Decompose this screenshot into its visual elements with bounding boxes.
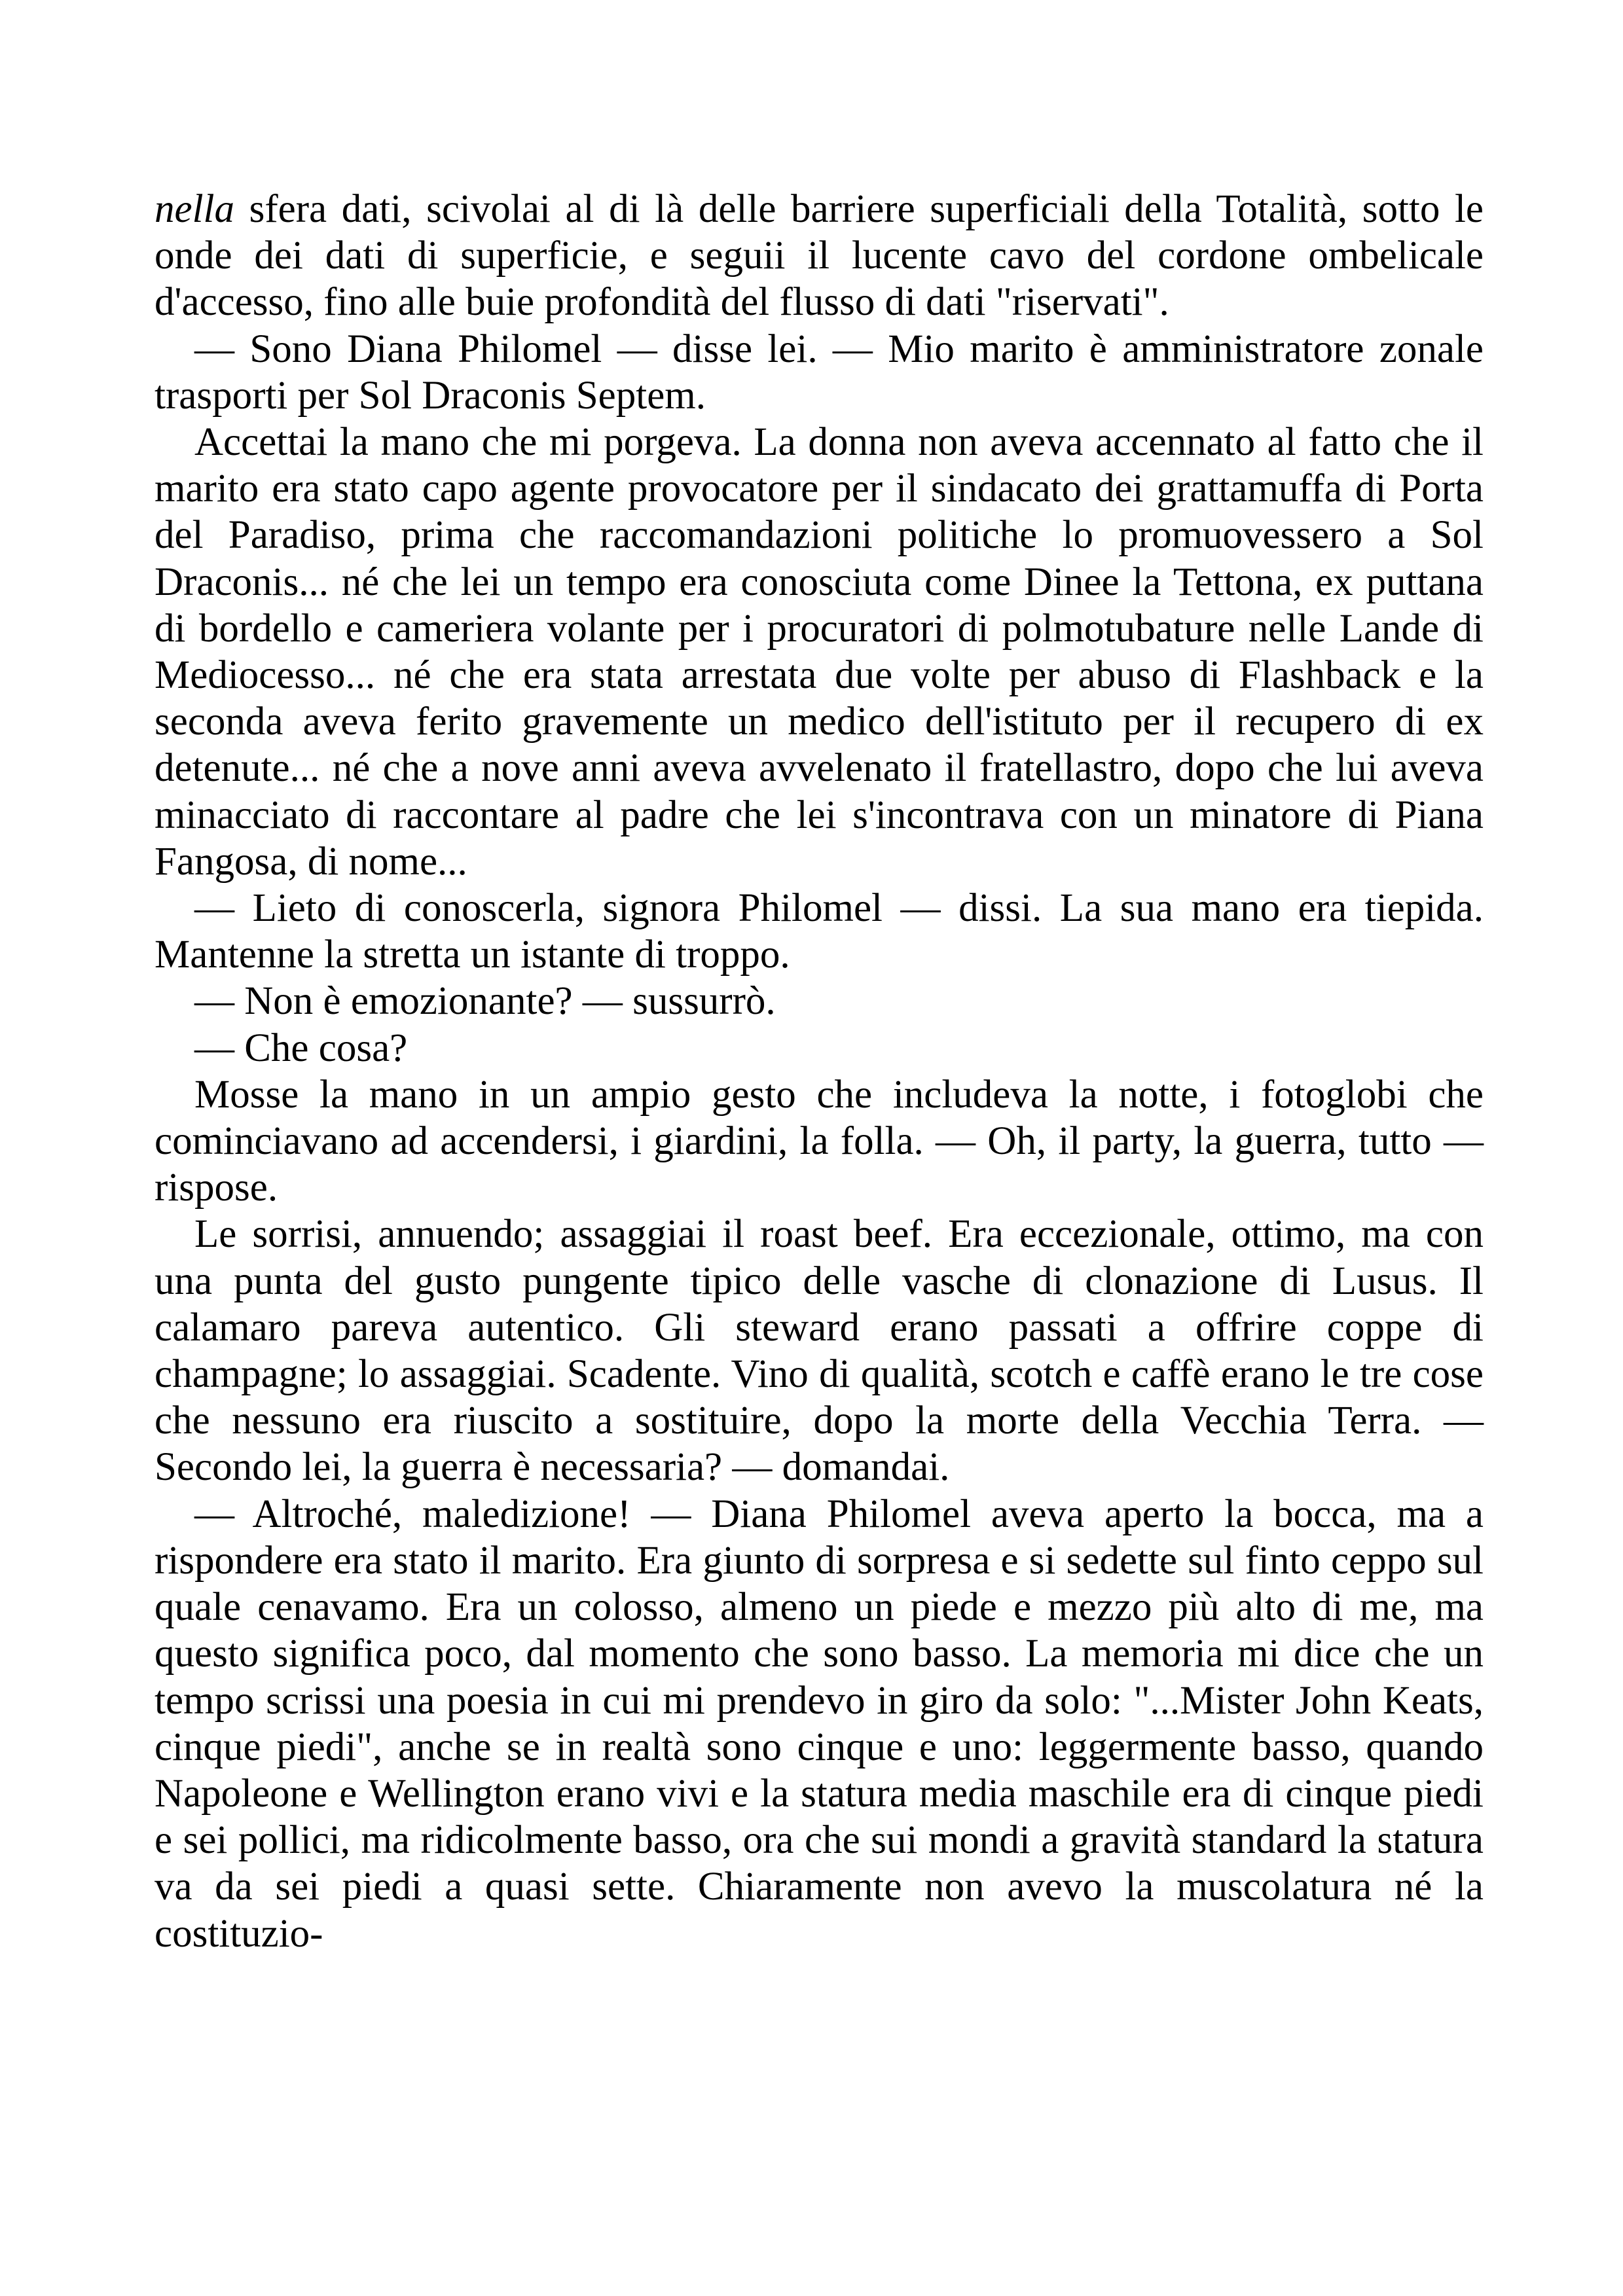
paragraph-text: Mosse la mano in un ampio gesto che includeva la notte, i fotoglobi che cominciavano ad accendersi, i giardini, la folla. — Oh, il party, la guerra, tutto — rispose. <box>155 1072 1484 1210</box>
italic-word: nella <box>155 187 234 231</box>
paragraph-1 <box>155 186 1484 326</box>
paragraph-8 <box>155 1211 1484 1490</box>
paragraph-3 <box>155 419 1484 885</box>
paragraph-4 <box>155 885 1484 978</box>
paragraph-text: — Non è emozionante? — sussurrò. <box>194 979 776 1024</box>
paragraph-2 <box>155 326 1484 419</box>
paragraph-text: — Che cosa? <box>194 1026 408 1070</box>
paragraph-text: Le sorrisi, annuendo; assaggiai il roast beef. Era eccezionale, ottimo, ma con una punta del gusto pungente tipico delle vasche di clonazione di Lusus. Il calamaro pareva autentico. Gli steward erano passati a offrire coppe di champagne; lo assaggiai. Scadente. Vino di qualità, scotch e caffè erano le tre cose che nessuno era riuscito a sostituire, dopo la morte della Vecchia Terra. — Secondo lei, la guerra è necessaria? — domandai. <box>155 1212 1484 1490</box>
paragraph-9 <box>155 1491 1484 1957</box>
book-page <box>155 186 1484 1957</box>
paragraph-5 <box>155 978 1484 1024</box>
paragraph-text: — Altroché, maledizione! — Diana Philomel aveva aperto la bocca, ma a rispondere era stato il marito. Era giunto di sorpresa e si sedette sul finto ceppo sul quale cenavamo. Era un colosso, almeno un piede e mezzo più alto di me, ma questo significa poco, dal momento che sono basso. La memoria mi dice che un tempo scrissi una poesia in cui mi prendevo in giro da solo: "...Mister John Keats, cinque piedi", anche se in realtà sono cinque e uno: leggermente basso, quando Napoleone e Wellington erano vivi e la statura media maschile era di cinque piedi e sei pollici, ma ridicolmente basso, ora che sui mondi a gravità standard la statura va da sei piedi a quasi sette. Chiaramente non avevo la muscolatura né la costituzio- <box>155 1492 1484 1956</box>
paragraph-text: — Sono Diana Philomel — disse lei. — Mio marito è amministratore zonale trasporti per Sol Draconis Septem. <box>155 327 1484 418</box>
paragraph-text: sfera dati, scivolai al di là delle barriere superficiali della Totalità, sotto le onde dei dati di superficie, e seguii il lucente cavo del cordone ombelicale d'accesso, fino alle buie profondità del flusso di dati "riservati". <box>155 187 1484 325</box>
paragraph-7 <box>155 1071 1484 1211</box>
paragraph-6 <box>155 1025 1484 1071</box>
paragraph-text: — Lieto di conoscerla, signora Philomel — dissi. La sua mano era tiepida. Mantenne la stretta un istante di troppo. <box>155 886 1484 977</box>
paragraph-text: Accettai la mano che mi porgeva. La donna non aveva accennato al fatto che il marito era stato capo agente provocatore per il sindacato dei grattamuffa di Porta del Paradiso, prima che raccomandazioni politiche lo promuovessero a Sol Draconis... né che lei un tempo era conosciuta come Dinee la Tettona, ex puttana di bordello e cameriera volante per i procuratori di polmotubature nelle Lande di Mediocesso... né che era stata arrestata due volte per abuso di Flashback e la seconda aveva ferito gravemente un medico dell'istituto per il recupero di ex detenute... né che a nove anni aveva avvelenato il fratellastro, dopo che lui aveva minacciato di raccontare al padre che lei s'incontrava con un minatore di Piana Fangosa, di nome... <box>155 420 1484 884</box>
